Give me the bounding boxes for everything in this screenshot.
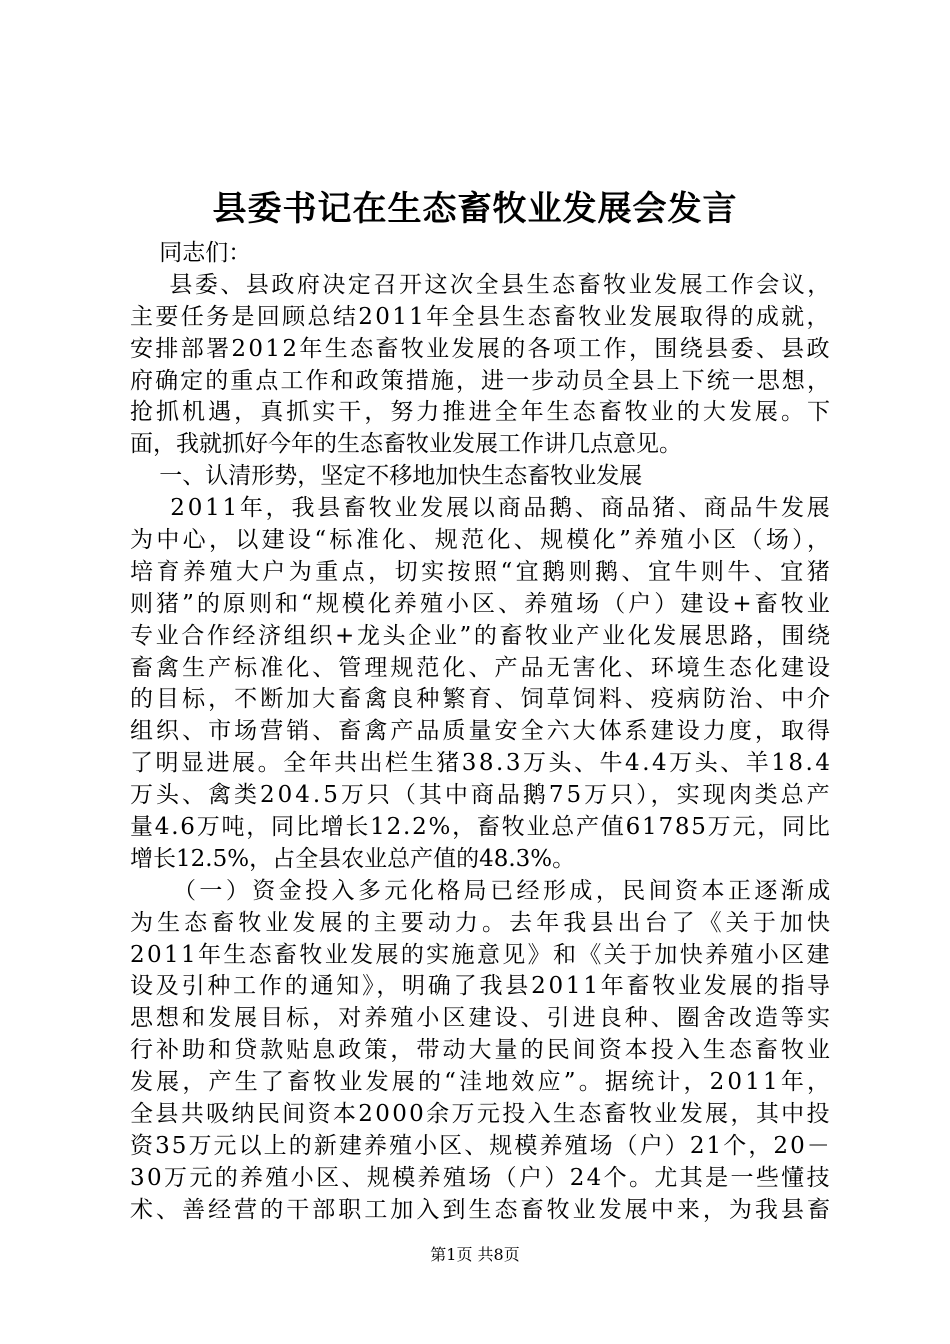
text-line: 增长12.5%，占全县农业总产值的48.3%。 <box>130 845 576 872</box>
text-line: 2011年生态畜牧业发展的实施意见》和《关于加快养殖小区建 <box>130 941 832 968</box>
text-line: 术、善经营的干部职工加入到生态畜牧业发展中来，为我县畜 <box>130 1196 834 1223</box>
text-line: 县委、县政府决定召开这次全县生态畜牧业发展工作会议， <box>130 271 833 298</box>
document-title: 县委书记在生态畜牧业发展会发言 <box>212 189 738 229</box>
text-line: 一、认清形势，坚定不移地加快生态畜牧业发展 <box>130 463 643 490</box>
text-line: 资35万元以上的新建养殖小区、规模养殖场（户）21个，20－ <box>130 1132 832 1159</box>
text-line: 安排部署2012年生态畜牧业发展的各项工作，围绕县委、县政 <box>130 335 832 362</box>
text-line: 同志们： <box>130 240 252 266</box>
text-line: 发展，产生了畜牧业发展的“洼地效应”。据统计，2011年， <box>130 1069 834 1096</box>
text-line: 则猪”的原则和“规模化养殖小区、养殖场（户）建设+畜牧业 <box>130 590 833 617</box>
text-line: 了明显进展。全年共出栏生猪38.3万头、牛4.4万头、羊18.4 <box>130 750 833 777</box>
text-line: 面，我就抓好今年的生态畜牧业发展工作讲几点意见。 <box>130 431 682 458</box>
text-line: 为中心，以建设“标准化、规范化、规模化”养殖小区（场）， <box>130 527 834 554</box>
text-line: 万头、禽类204.5万只（其中商品鹅75万只），实现肉类总产 <box>130 782 833 809</box>
text-line: 设及引种工作的通知》，明确了我县2011年畜牧业发展的指导 <box>130 973 833 1000</box>
text-line: 专业合作经济组织+龙头企业”的畜牧业产业化发展思路，围绕 <box>130 622 833 649</box>
text-line: 主要任务是回顾总结2011年全县生态畜牧业发展取得的成就， <box>130 303 832 330</box>
text-line: 抢抓机遇，真抓实干，努力推进全年生态畜牧业的大发展。下 <box>130 399 834 426</box>
text-line: 30万元的养殖小区、规模养殖场（户）24个。尤其是一些懂技 <box>130 1164 832 1191</box>
text-line: 组织、市场营销、畜禽产品质量安全六大体系建设力度，取得 <box>130 718 834 745</box>
document-body <box>130 238 835 1227</box>
text-line: 行补助和贷款贴息政策，带动大量的民间资本投入生态畜牧业 <box>130 1037 834 1064</box>
text-line: 培育养殖大户为重点，切实按照“宜鹅则鹅、宜牛则牛、宜猪 <box>130 558 834 585</box>
text-line: 为生态畜牧业发展的主要动力。去年我县出台了《关于加快 <box>130 909 835 936</box>
text-line: 的目标，不断加大畜禽良种繁育、饲草饲料、疫病防治、中介 <box>130 686 834 713</box>
text-line: 全县共吸纳民间资本2000余万元投入生态畜牧业发展，其中投 <box>130 1101 832 1128</box>
text-line: 2011年，我县畜牧业发展以商品鹅、商品猪、商品牛发展 <box>130 495 833 522</box>
text-line: 府确定的重点工作和政策措施，进一步动员全县上下统一思想， <box>130 367 833 394</box>
text-line: 量4.6万吨，同比增长12.2%，畜牧业总产值61785万元，同比 <box>130 814 832 841</box>
page-footer: 第1页 共8页 <box>430 1245 520 1264</box>
text-line: 畜禽生产标准化、管理规范化、产品无害化、环境生态化建设 <box>130 654 834 681</box>
text-line: 思想和发展目标，对养殖小区建设、引进良种、圈舍改造等实 <box>130 1005 834 1032</box>
text-line: （一）资金投入多元化格局已经形成，民间资本正逐渐成 <box>130 877 834 904</box>
